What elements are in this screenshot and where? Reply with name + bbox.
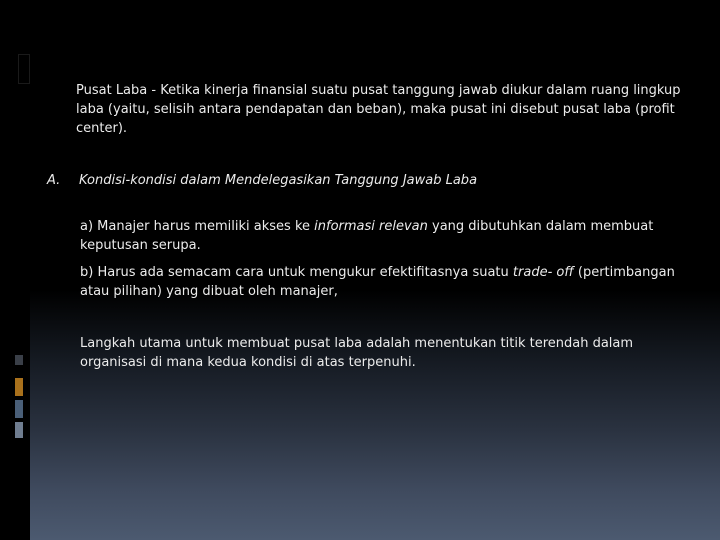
point-a xyxy=(80,217,680,255)
point-b xyxy=(80,263,685,301)
accent-strip-orange xyxy=(15,378,23,396)
point-b-text-end: (pertimbangan atau pilihan) yang dibuat oleh manajer, xyxy=(80,265,675,299)
accent-strip xyxy=(15,355,23,365)
point-a-emphasis: informasi relevan xyxy=(314,219,428,234)
point-a-text-end: yang dibutuhkan dalam membuat keputusan serupa. xyxy=(80,219,654,253)
closing-paragraph: Langkah utama untuk membuat pusat laba adalah menentukan titik terendah dalam organisasi di mana kedua kondisi di atas terpenuhi. xyxy=(80,336,634,370)
point-b-text: b) Harus ada semacam cara untuk mengukur efektifitasnya suatu xyxy=(80,265,513,280)
section-title: Kondisi-kondisi dalam Mendelegasikan Tanggung Jawab Laba xyxy=(79,173,478,188)
intro-paragraph: Pusat Laba - Ketika kinerja finansial suatu pusat tanggung jawab diukur dalam ruang lingkup laba (yaitu, selisih antara pendapatan dan beban), maka pusat ini disebut pusat laba (profit center). xyxy=(76,83,681,136)
slide-marker xyxy=(18,54,30,84)
point-a-text: a) Manajer harus memiliki akses ke xyxy=(80,219,315,234)
accent-strip-blue xyxy=(15,400,23,418)
point-b-emphasis: trade- off xyxy=(512,265,574,280)
section-letter: A. xyxy=(47,173,61,188)
accent-strip-gray xyxy=(15,422,23,438)
